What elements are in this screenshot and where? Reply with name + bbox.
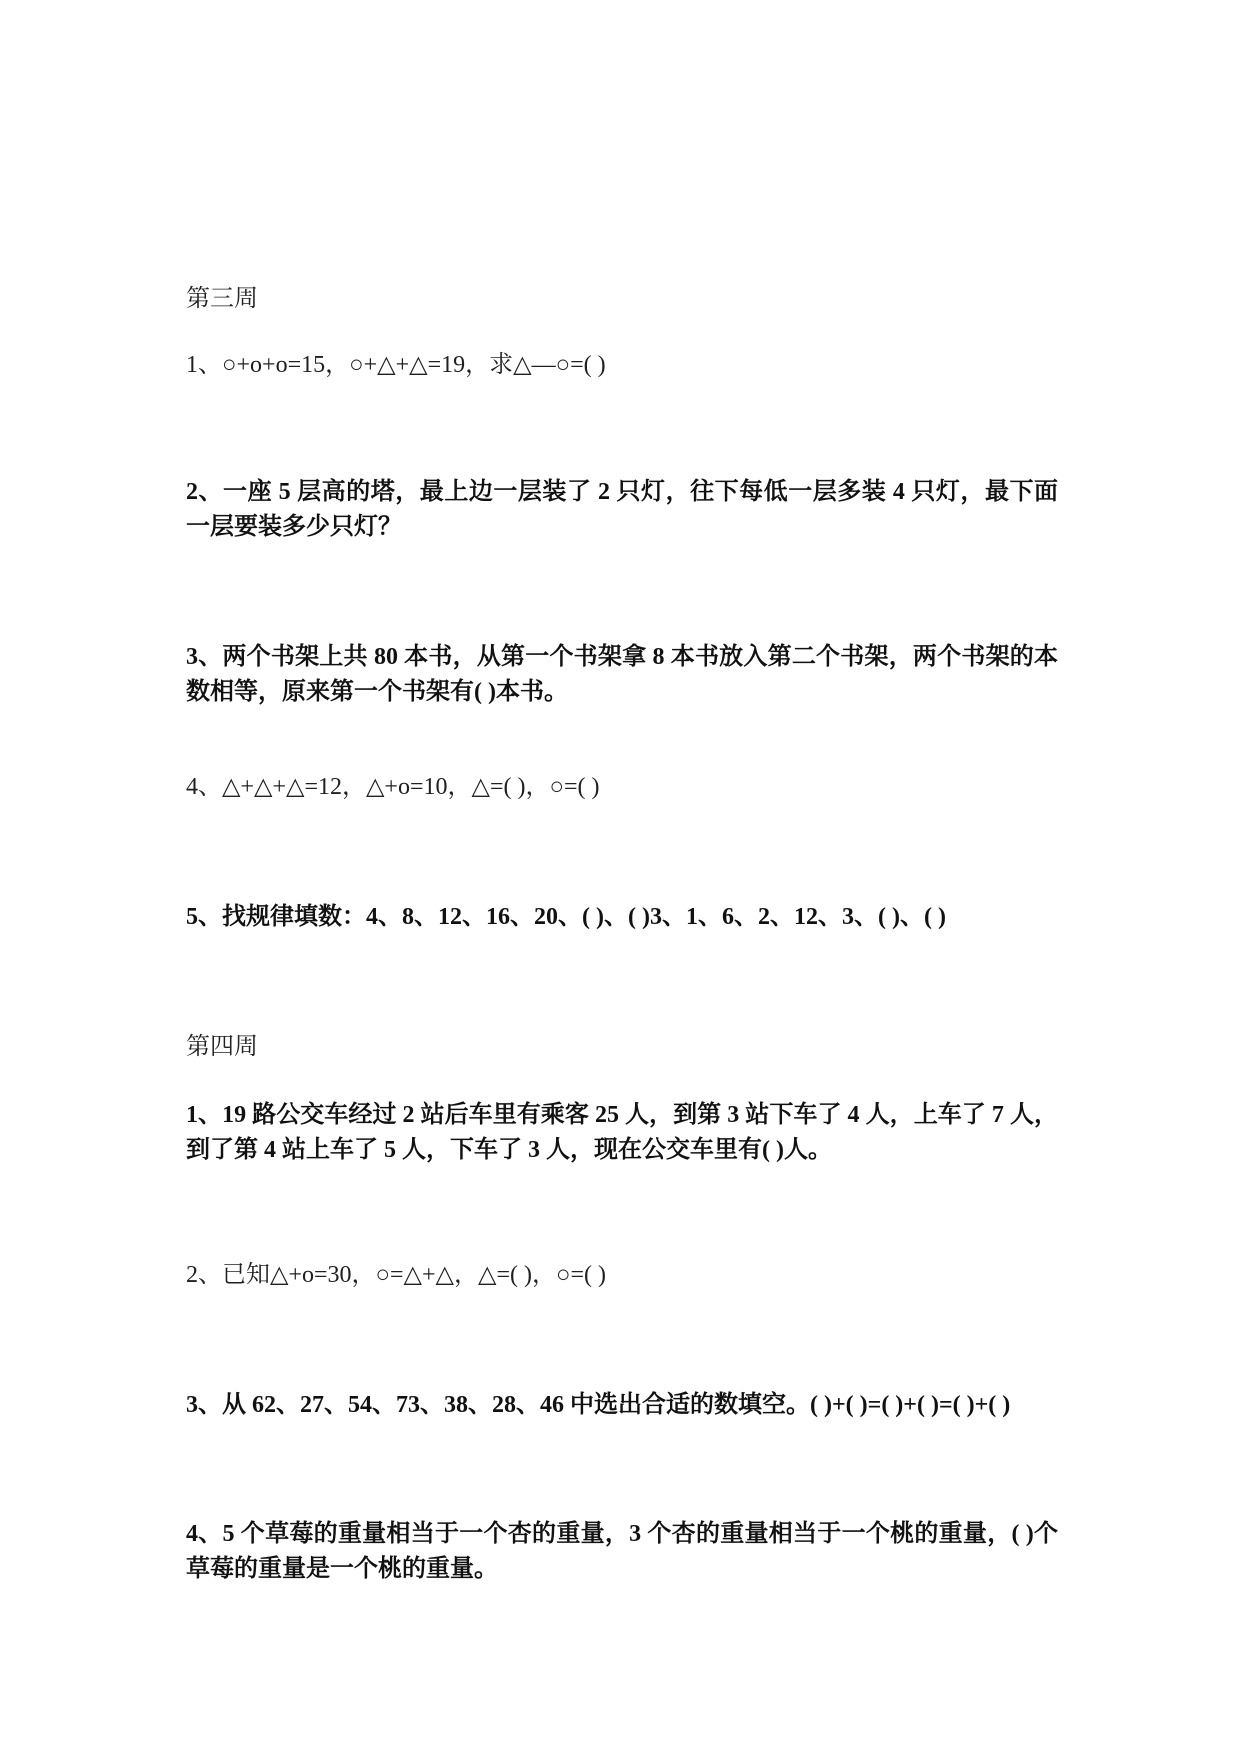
week4-question-3: 3、从 62、27、54、73、38、28、46 中选出合适的数填空。( )+( )=( )+( )=( )+( ) — [186, 1392, 1011, 1418]
week4-question-1: 1、19 路公交车经过 2 站后车里有乘客 25 人，到第 3 站下车了 4 人，上车了 7 人，到了第 4 站上车了 5 人，下车了 3 人，现在公交车里有( )人。 — [186, 1102, 1058, 1163]
week4-heading: 第四周 — [186, 1034, 258, 1060]
week3-question-4: 4、△+△+△=12，△+o=10，△=( )，○=( ) — [186, 774, 600, 800]
week3-question-1: 1、○+o+o=15，○+△+△=19，求△—○=( ) — [186, 352, 606, 378]
week3-question-5: 5、找规律填数：4、8、12、16、20、( )、( )3、1、6、2、12、3、( )、( ) — [186, 904, 946, 930]
week4-question-4: 4、5 个草莓的重量相当于一个杏的重量，3 个杏的重量相当于一个桃的重量，( )个草莓的重量是一个桃的重量。 — [186, 1521, 1058, 1582]
week4-question-2: 2、已知△+o=30，○=△+△，△=( )，○=( ) — [186, 1262, 606, 1288]
week3-heading: 第三周 — [186, 286, 258, 312]
week3-question-2: 2、一座 5 层高的塔，最上边一层装了 2 只灯，往下每低一层多装 4 只灯，最下面一层要装多少只灯？ — [186, 479, 1058, 540]
week3-question-3: 3、两个书架上共 80 本书，从第一个书架拿 8 本书放入第二个书架，两个书架的本数相等，原来第一个书架有( )本书。 — [186, 644, 1058, 705]
